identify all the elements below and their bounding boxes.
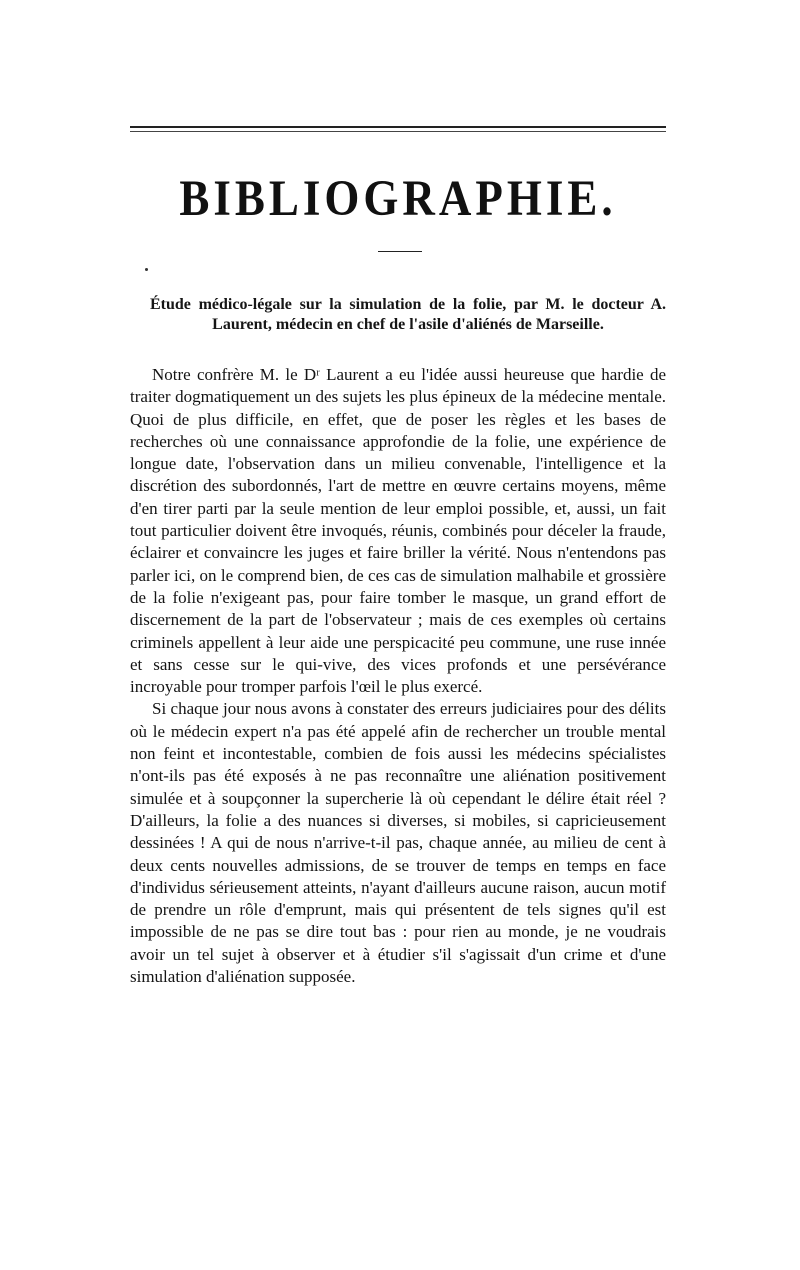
review-body <box>130 364 666 988</box>
top-double-rule-thin <box>130 131 666 132</box>
section-heading: BIBLIOGRAPHIE. <box>179 170 617 226</box>
book-citation: Étude médico-légale sur la simulation de la folie, par M. le docteur A. Laurent, médecin en chef de l'asile d'aliénés de Marseille. <box>150 296 666 333</box>
paragraph-1: Notre confrère M. le Dʳ Laurent a eu l'idée aussi heureuse que hardie de traiter dogmatiquement un des sujets les plus épineux de la médecine mentale. Quoi de plus difficile, en effet, que de poser les règles et les bases de recherches où une connaissance approfondie de la folie, une expérience de longue date, l'observation dans un milieu convenable, l'intelligence et la discrétion des subordonnés, l'art de mettre en œuvre certains moyens, même d'en tirer parti par la seule mention de leur emploi possible, et, aussi, un fait tout particulier doivent être invoqués, réunis, combinés pour déceler la fraude, éclairer et convaincre les juges et faire briller la vérité. Nous n'entendons pas parler ici, on le comprend bien, de ces cas de simulation malhabile et grossière de la folie n'exigeant pas, pour faire tomber le masque, un grand effort de discernement de la part de l'observateur ; mais de ces exemples où certains criminels appellent à leur aide une perspicacité peu commune, une ruse innée et sans cesse sur le qui-vive, des vices profonds et une persévérance incroyable pour tromper parfois l'œil le plus exercé. <box>130 365 666 697</box>
paragraph-2: Si chaque jour nous avons à constater des erreurs judiciaires pour des délits où le médecin expert n'a pas été appelé afin de rechercher un trouble mental non feint et incontestable, combien de fois aussi les médecins spécialistes n'ont-ils pas été exposés à ne pas reconnaître une aliénation positivement simulée et à soupçonner la supercherie là où cependant le délire était réel ? D'ailleurs, la folie a des nuances si diverses, si mobiles, si capricieusement dessinées ! A qui de nous n'arrive-t-il pas, chaque année, au milieu de cent à deux cents nouvelles admissions, de se trouver de temps en temps en face d'individus sérieusement atteints, n'ayant d'ailleurs aucune raison, aucun motif de prendre un rôle d'emprunt, mais qui présentent de tels signes qu'il est impossible de ne pas se dire tout bas : pour rien au monde, je ne voudrais avoir un tel sujet à observer et à étudier s'il s'agissait d'un crime et d'une simulation d'aliénation supposée. <box>130 699 666 987</box>
top-double-rule <box>130 126 666 128</box>
ink-speck <box>145 268 148 271</box>
heading-divider <box>378 251 422 252</box>
